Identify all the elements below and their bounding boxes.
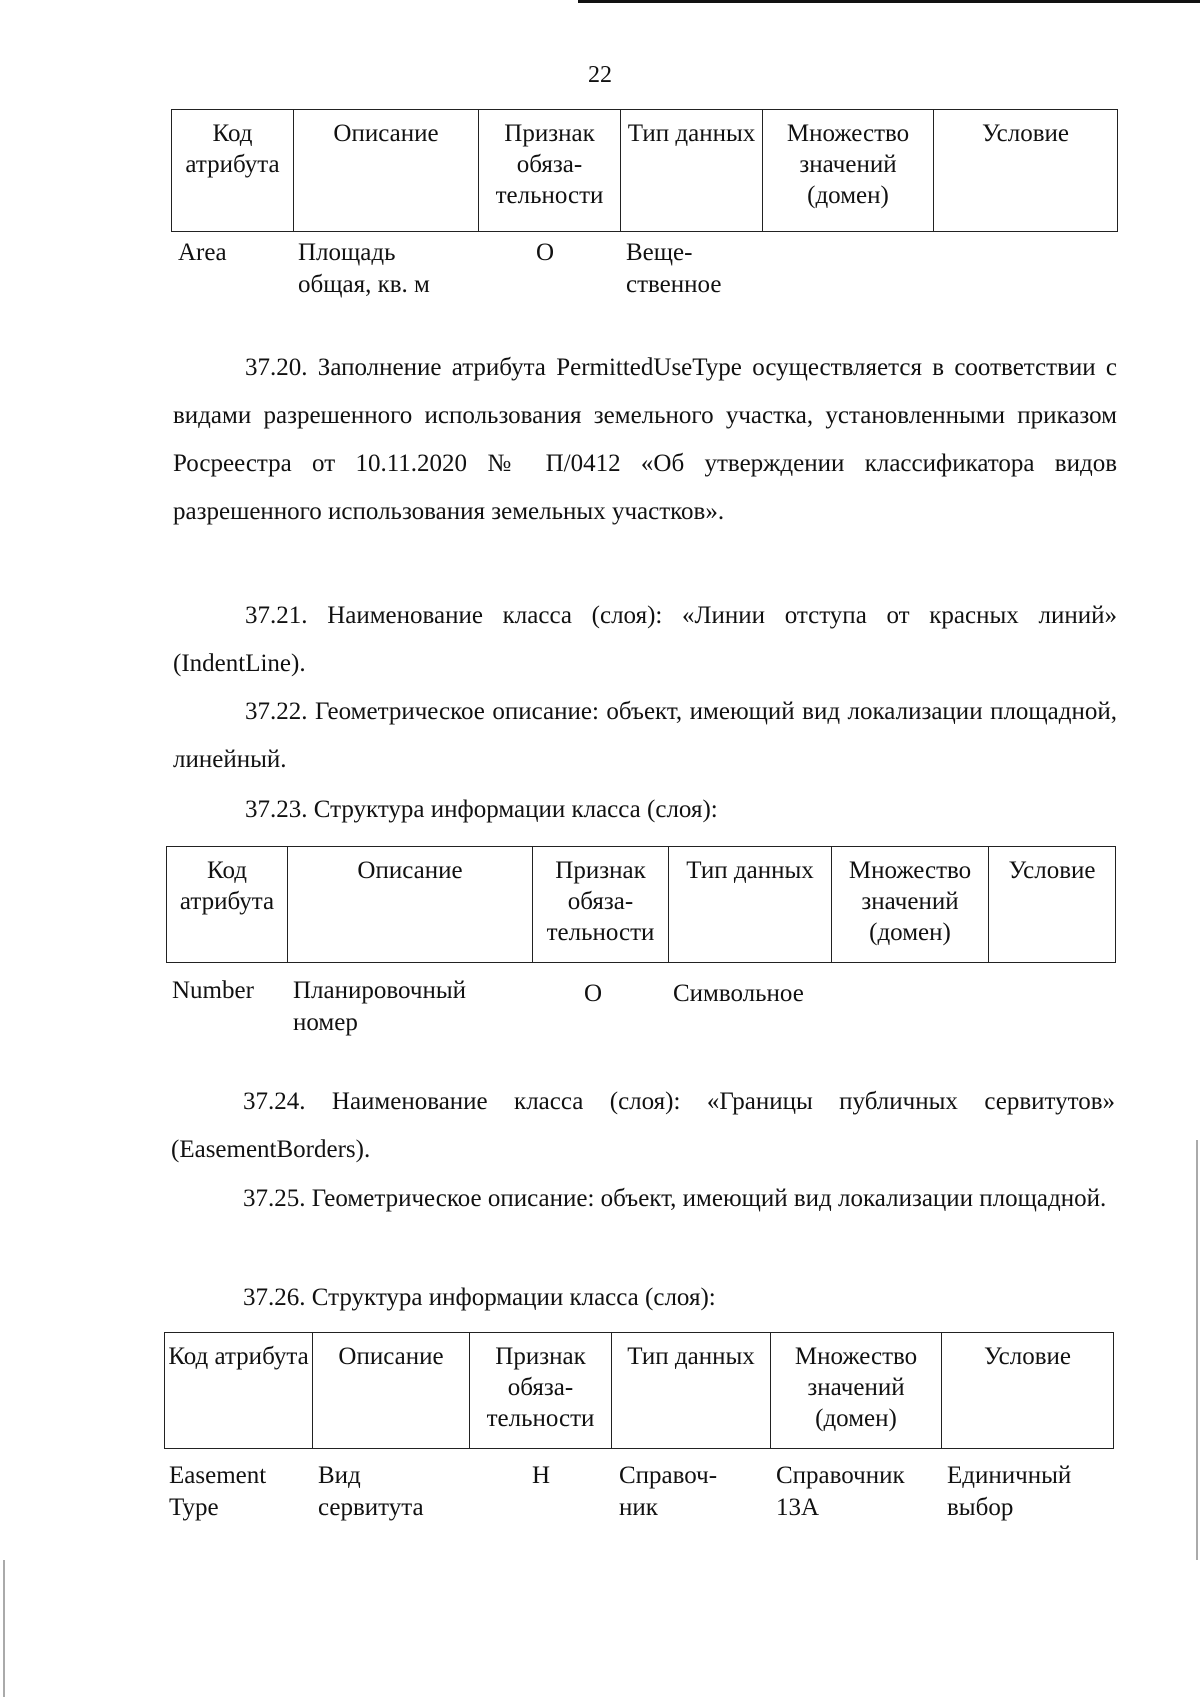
page-number: 22 [588,62,612,88]
header-condition: Условие [934,110,1118,232]
row-required: Н [532,1462,551,1489]
row-required: О [536,239,555,266]
row-code: Easement Type [169,1462,267,1521]
header-condition: Условие [942,1333,1114,1449]
header-required: Признак обяза-тельности [479,110,621,232]
scan-edge-line [3,1560,5,1697]
header-type: Тип данных [612,1333,771,1449]
paragraph-37-22: 37.22. Геометрическое описание: объект, имеющий вид локализации площадной, линейный. [173,698,1117,773]
row-type: Символьное [673,980,804,1007]
row-condition: Единичный выбор [947,1462,1072,1521]
header-description: Описание [313,1333,470,1449]
paragraph-37-20: 37.20. Заполнение атрибута PermittedUseType осуществляется в соответствии с видами разрешенного использования земельного участка, установленными приказом Росреестра от 10.11.2020 № П/0412 «Об утверждении классификатора видов разрешенного использования земельных участков». [173,354,1117,525]
paragraph-37-26: 37.26. Структура информации класса (слоя): [243,1284,716,1311]
header-type: Тип данных [669,847,832,963]
row-description: Вид сервитута [318,1462,424,1521]
row-description: Планировочный номер [293,977,466,1036]
header-code: Код атрибута [167,847,288,963]
header-code: Код атрибута [172,110,294,232]
header-condition: Условие [989,847,1116,963]
row-type: Справоч- ник [619,1462,718,1521]
header-domain: Множество значений (домен) [771,1333,942,1449]
header-code: Код атрибута [165,1333,313,1449]
paragraph-37-25: 37.25. Геометрическое описание: объект, имеющий вид локализации площадной. [243,1185,1107,1212]
header-required: Признак обяза-тельности [470,1333,612,1449]
row-type: Веще- ственное [626,239,722,298]
row-code: Area [178,239,227,266]
row-required: О [584,980,603,1007]
paragraph-37-23: 37.23. Структура информации класса (слоя): [245,796,718,823]
header-domain: Множество значений (домен) [763,110,934,232]
row-code: Number [172,977,254,1004]
scan-edge-line [1196,1140,1198,1560]
header-required: Признак обяза-тельности [533,847,669,963]
row-description: Площадь общая, кв. м [298,239,430,298]
table-2-header [166,846,1116,963]
table-3-header [164,1332,1114,1449]
header-description: Описание [288,847,533,963]
header-type: Тип данных [621,110,763,232]
header-domain: Множество значений (домен) [832,847,989,963]
table-1-header [171,109,1118,232]
header-description: Описание [294,110,479,232]
paragraph-37-21: 37.21. Наименование класса (слоя): «Линии отступа от красных линий» (IndentLine). [173,602,1117,677]
paragraph-37-24: 37.24. Наименование класса (слоя): «Границы публичных сервитутов» (EasementBorders). [171,1088,1115,1163]
top-border-rule [578,0,1200,3]
row-domain: Справочник 13А [776,1462,905,1521]
